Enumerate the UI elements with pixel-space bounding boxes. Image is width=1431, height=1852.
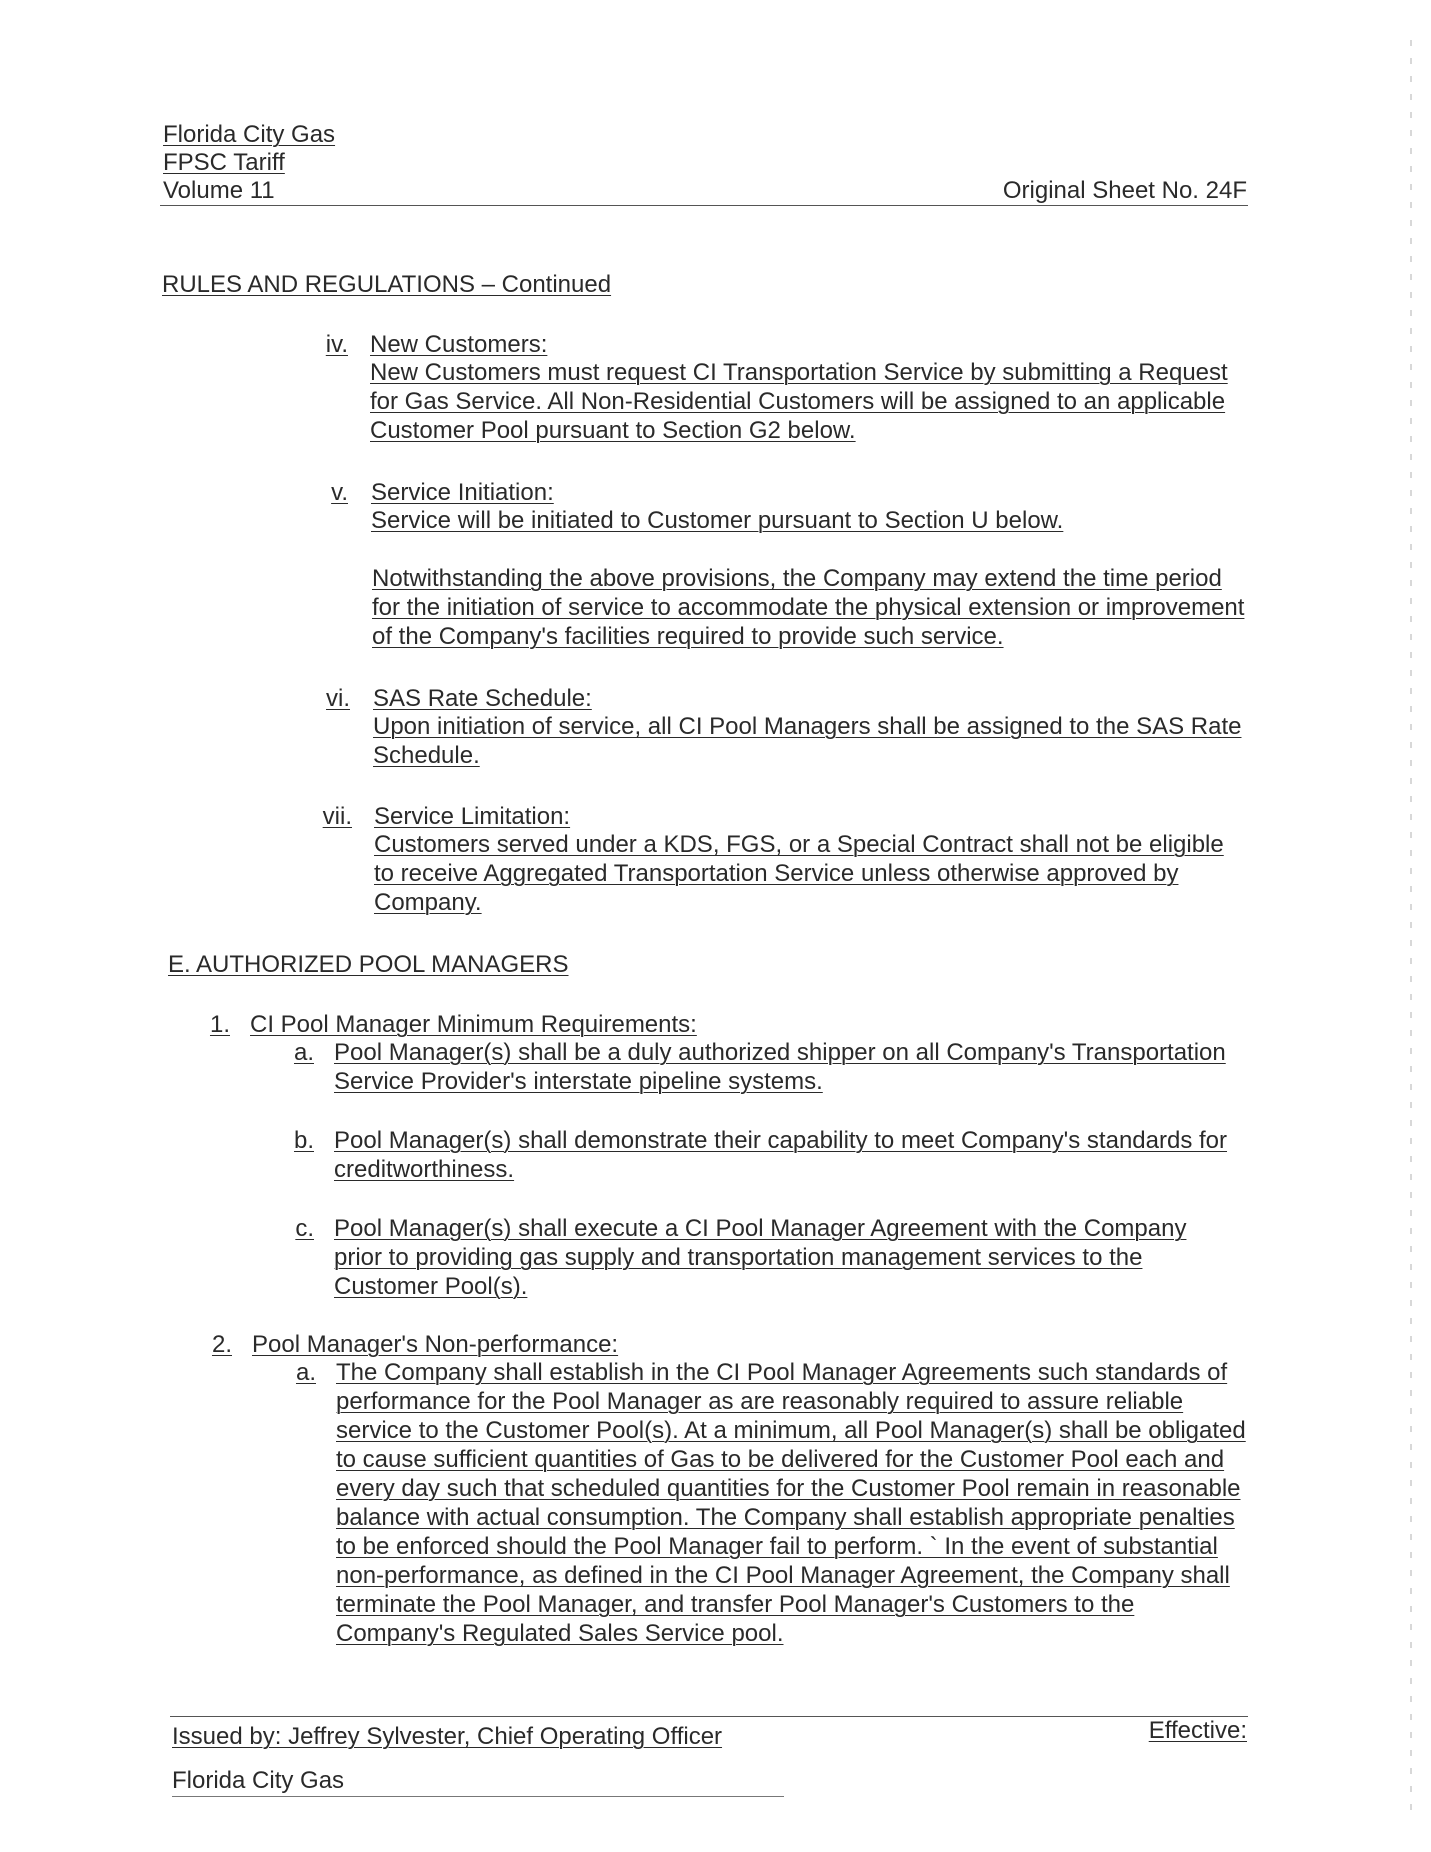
footer-rule xyxy=(170,1716,1248,1717)
subitem-text: Pool Manager(s) shall be a duly authorized shipper on all Company's Transportation Service Provider's interstate pipeline systems. xyxy=(334,1039,1226,1095)
subitem-marker: c. xyxy=(295,1215,314,1242)
item-marker: v. xyxy=(331,479,348,506)
item-title: SAS Rate Schedule: xyxy=(373,685,592,712)
header-volume: Volume 11 xyxy=(163,177,275,204)
header-company: Florida City Gas xyxy=(163,121,336,148)
item-marker: iv. xyxy=(325,331,348,358)
subitem-text: The Company shall establish in the CI Pool Manager Agreements such standards of performance for the Pool Manager as are reasonably required to assure reliable service to the Customer Pool(s). At a minimum, all Pool Manager(s) shall be obligated to cause sufficient quantities of Gas to be delivered for the Customer Pool each and every day such that scheduled quantities for the Customer Pool remain in reasonable balance with actual consumption. The Company shall establish appropriate penalties to be enforced should the Pool Manager fail to perform. ` In the event of substantial non-performance, as defined in the CI Pool Manager Agreement, the Company shall terminate the Pool Manager, and transfer Pool Manager's Customers to the Company's Regulated Sales Service pool. xyxy=(336,1359,1246,1647)
section-heading: RULES AND REGULATIONS – Continued xyxy=(162,271,612,298)
item-title: CI Pool Manager Minimum Requirements: xyxy=(250,1011,697,1038)
footer-issued-by: Issued by: Jeffrey Sylvester, Chief Operating Officer xyxy=(172,1723,723,1750)
item-title: Service Limitation: xyxy=(374,803,571,830)
footer-effective: Effective: xyxy=(1148,1717,1247,1744)
item-paragraph: Service will be initiated to Customer pursuant to Section U below. xyxy=(371,507,1064,534)
item-title: Pool Manager's Non-performance: xyxy=(252,1331,619,1358)
footer-company: Florida City Gas xyxy=(172,1767,345,1794)
header-rule xyxy=(160,205,1248,206)
item-paragraph: New Customers must request CI Transportation Service by submitting a Request for Gas Service. All Non-Residential Customers will be assigned to an applicable Customer Pool pursuant to Section G2 below. xyxy=(370,359,1228,444)
subitem-marker: a. xyxy=(295,1359,316,1386)
item-title: Service Initiation: xyxy=(371,479,554,506)
subitem-marker: b. xyxy=(293,1127,314,1154)
subitem-text: Pool Manager(s) shall demonstrate their capability to meet Company's standards for creditworthiness. xyxy=(334,1127,1228,1183)
section-e-heading: E. AUTHORIZED POOL MANAGERS xyxy=(168,951,569,978)
item-marker: vii. xyxy=(322,803,352,830)
header-tariff: FPSC Tariff xyxy=(163,149,285,176)
item-marker: 1. xyxy=(209,1011,230,1038)
item-title: New Customers: xyxy=(370,331,548,358)
item-paragraph: Upon initiation of service, all CI Pool Managers shall be assigned to the SAS Rate Schedule. xyxy=(373,713,1242,769)
item-marker: 2. xyxy=(211,1331,232,1358)
item-marker: vi. xyxy=(326,685,350,712)
item-paragraph: Customers served under a KDS, FGS, or a Special Contract shall not be eligible to receive Aggregated Transportation Service unless otherwise approved by Company. xyxy=(374,831,1224,916)
subitem-text: Pool Manager(s) shall execute a CI Pool Manager Agreement with the Company prior to providing gas supply and transportation management services to the Customer Pool(s). xyxy=(334,1215,1187,1300)
item-paragraph: Notwithstanding the above provisions, the Company may extend the time period for the initiation of service to accommodate the physical extension or improvement of the Company's facilities required to provide such service. xyxy=(372,565,1245,650)
subitem-marker: a. xyxy=(293,1039,314,1066)
footer-company-rule xyxy=(172,1796,784,1797)
header-sheet-number: Original Sheet No. 24F xyxy=(1002,177,1247,204)
scan-edge-artifact xyxy=(1410,40,1412,1820)
